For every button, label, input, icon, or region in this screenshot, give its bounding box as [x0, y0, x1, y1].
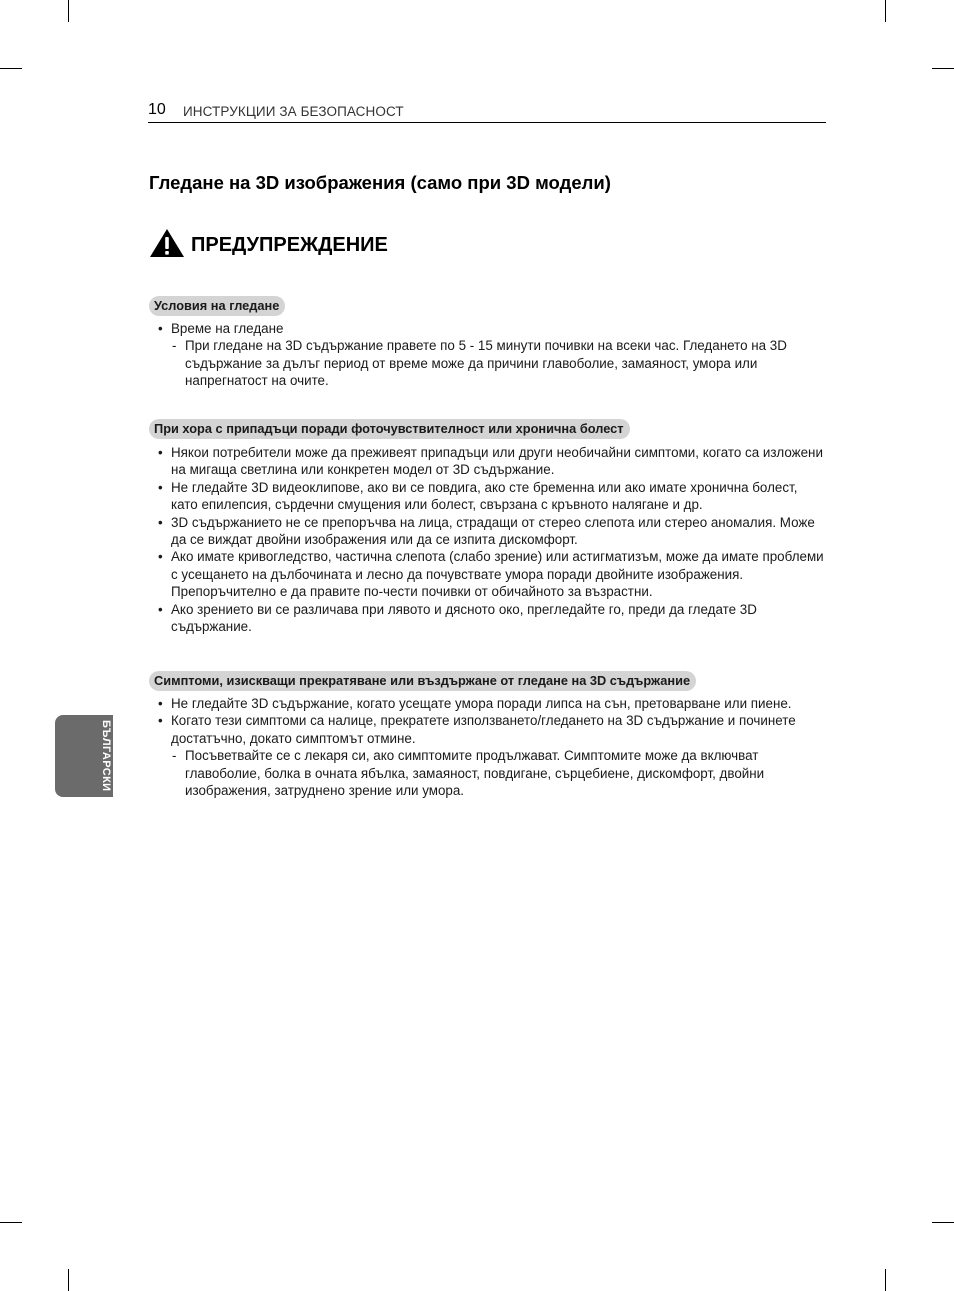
crop-mark	[0, 68, 22, 69]
section-heading: Симптоми, изискващи прекратяване или въздържане от гледане на 3D съдържание	[149, 671, 696, 691]
sub-list-item: - При гледане на 3D съдържание правете по 5 - 15 минути почивки на всеки час. Гледането на 3D съдържание за дълъг период от време може да причини главоболие, замаяност, умора или напрегнатост на очите.	[172, 338, 787, 389]
section-content	[157, 320, 827, 390]
bullet-icon: •	[158, 601, 163, 617]
list-item: • 3D съдържанието не се препоръчва на лица, страдащи от стерео слепота или стерео аномалия. Може да се виждат двойни изображения или да се изпита дискомфорт.	[158, 514, 815, 548]
crop-mark	[68, 1269, 69, 1291]
dash-icon: -	[172, 748, 177, 764]
running-section-title: ИНСТРУКЦИИ ЗА БЕЗОПАСНОСТ	[183, 104, 404, 119]
section-heading: При хора с припадъци поради фоточувствителност или хронична болест	[149, 419, 630, 439]
crop-mark	[885, 1269, 886, 1291]
bullet-icon: •	[158, 514, 163, 530]
bullet-icon: •	[158, 445, 163, 460]
list-item: • Време на гледане	[158, 321, 284, 336]
bullet-icon: •	[158, 479, 163, 495]
bullet-icon: •	[158, 321, 163, 336]
warning-triangle-icon	[149, 228, 185, 258]
bullet-icon: •	[158, 713, 163, 729]
section-content	[157, 444, 827, 635]
dash-icon: -	[172, 338, 177, 354]
sub-list-item: - Посъветвайте се с лекаря си, ако симптомите продължават. Симптомите може да включват главоболие, болка в очната ябълка, замаяност, повдигане, сърцебиене, дискомфорт, двойни изображения, затруднено зрение или умора.	[172, 748, 765, 799]
list-item: • Ако имате кривогледство, частична слепота (слабо зрение) или астигматизъм, може да имате проблеми с усещането на дълбочината и лесно да почувствате умора поради двойните изображения. Препоръчително е да правите по-чести почивки от обичайното за възрастни.	[158, 549, 824, 600]
warning-label: ПРЕДУПРЕЖДЕНИЕ	[191, 233, 388, 256]
crop-mark	[932, 1222, 954, 1223]
section-heading: Условия на гледане	[149, 296, 285, 316]
list-item: • Някои потребители може да преживеят припадъци или други необичайни симптоми, когато са изложени на мигаща светлина или конкретен модел от 3D съдържание.	[158, 445, 823, 478]
warning-heading	[149, 228, 388, 258]
bullet-icon: •	[158, 549, 163, 565]
section-content	[157, 695, 827, 799]
crop-mark	[0, 1222, 22, 1223]
page-title: Гледане на 3D изображения (само при 3D модели)	[149, 172, 611, 193]
list-item: • Не гледайте 3D видеоклипове, ако ви се повдига, ако сте бременна или ако имате хронична болест, като епилепсия, сърдечни смущения или болест, свързана с кръвното налягане и др.	[158, 479, 798, 513]
crop-mark	[932, 68, 954, 69]
page-number: 10	[148, 101, 166, 118]
crop-mark	[885, 0, 886, 22]
crop-mark	[68, 0, 69, 22]
list-item: • Ако зрението ви се различава при лявото и дясното око, прегледайте го, преди да гледате 3D съдържание.	[158, 601, 757, 635]
page-header	[148, 100, 826, 123]
list-item: • Не гледайте 3D съдържание, когато усещате умора поради липса на сън, претоварване или пиене.	[158, 696, 792, 711]
language-tab-label: БЪЛГАРСКИ	[100, 720, 112, 792]
list-item: • Когато тези симптоми са налице, прекратете използването/гледането на 3D съдържание и починете достатъчно, докато симптомът отмине.	[158, 713, 796, 746]
bullet-icon: •	[158, 696, 163, 711]
